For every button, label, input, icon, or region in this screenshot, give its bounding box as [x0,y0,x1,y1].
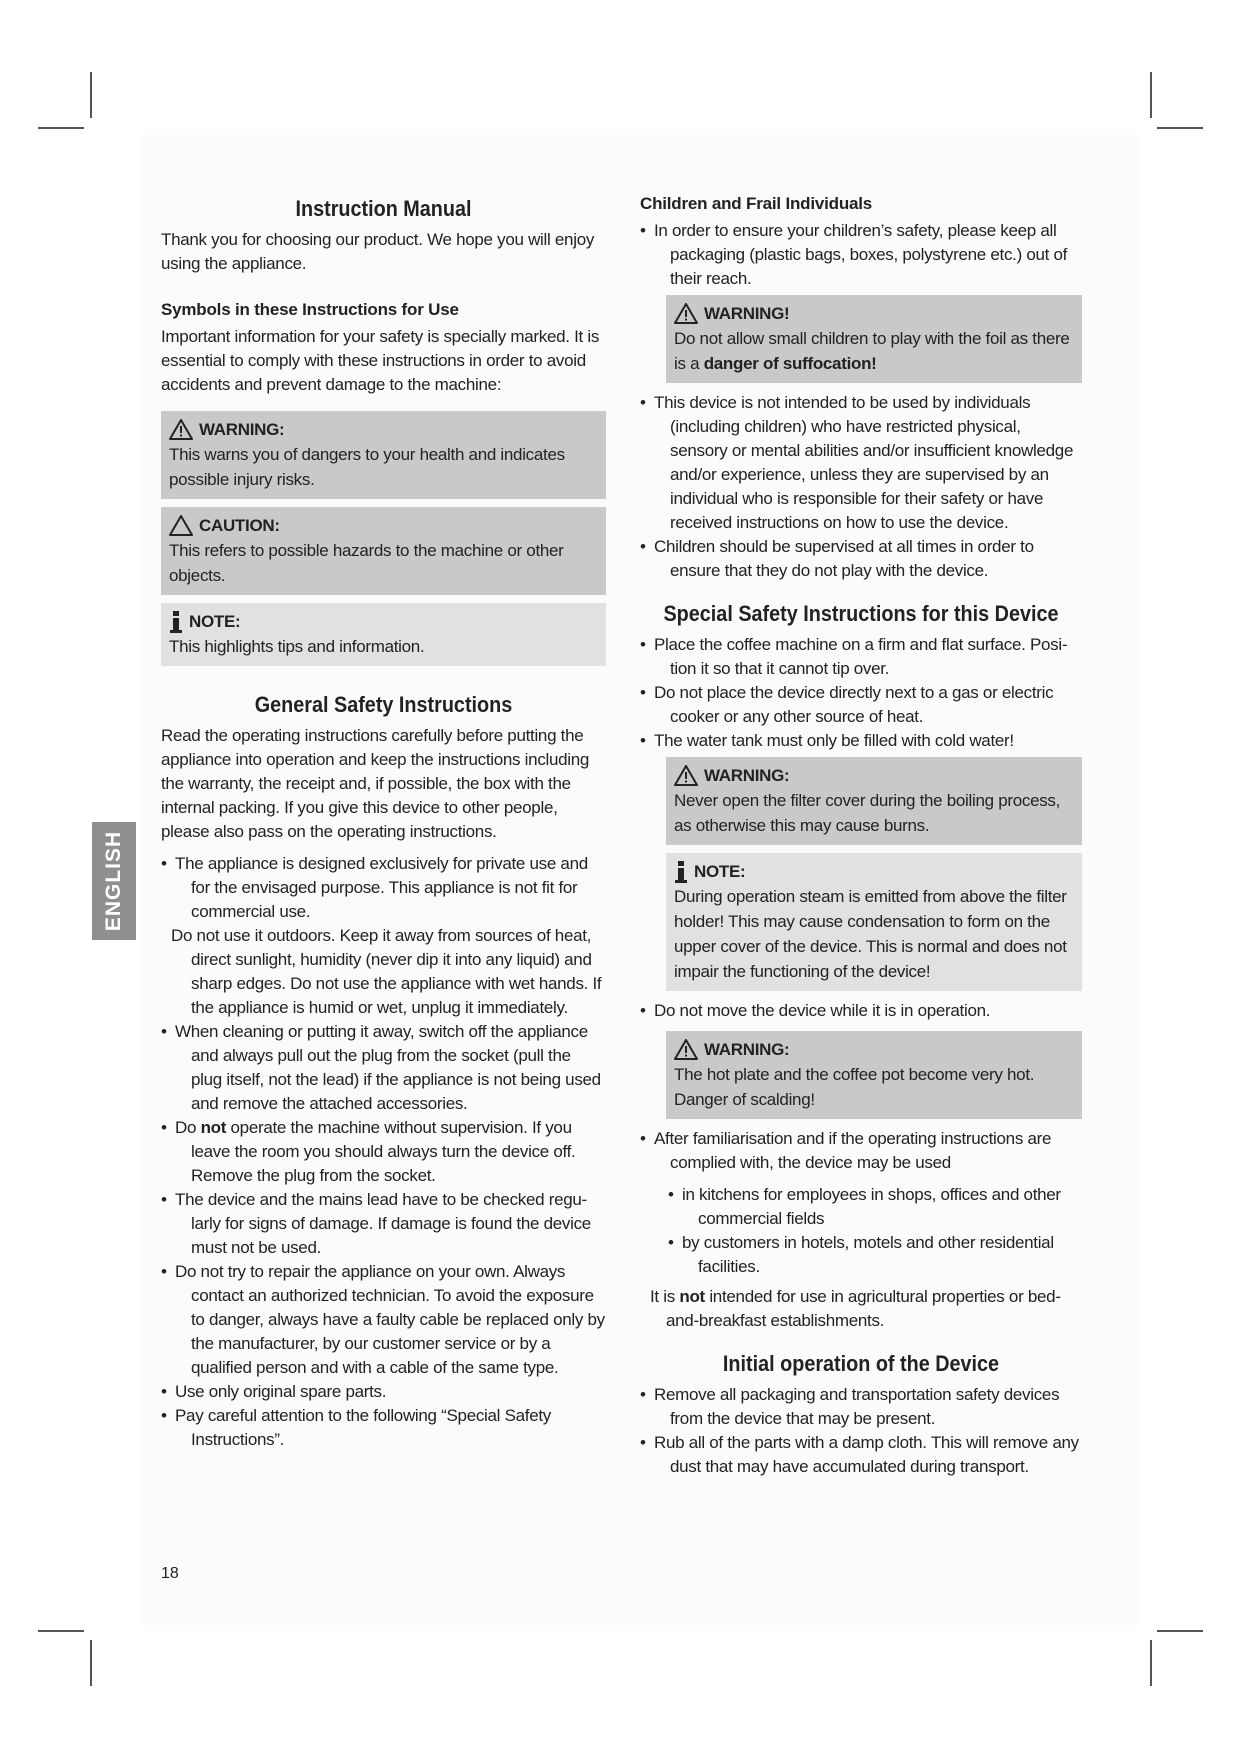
crop-mark [90,1640,92,1686]
initial-operation-list [640,1383,1082,1479]
note-box-text: During operation steam is emitted from above the filter holder! This may cause condensation to form on the upper cover of the device. This is normal and does not impair the functioning of the device! [674,887,1067,981]
special-safety-list-3 [640,1127,1082,1175]
intro-text: Thank you for choosing our product. We hope you will enjoy using the appliance. [161,230,595,273]
warning-triangle-icon [674,1039,698,1060]
caution-box-text: This refers to possible hazards to the machine or other objects. [169,541,564,585]
crop-mark [38,1630,84,1632]
list-item: • The appliance is designed exclusively for private use and for the envisaged purpose. This appliance is not fit for commercial use. [161,852,606,924]
not-intended-paragraph: It is not intended for use in agricultural properties or bed- and-breakfast establishments. [650,1287,1061,1330]
note-box [161,603,606,666]
suffocation-warning-box [666,295,1082,383]
crop-mark [1157,1630,1203,1632]
list-item: • Place the coffee machine on a firm and flat surface. Posi- tion it so that it cannot tip over. [640,633,1082,681]
children-list-2 [640,391,1082,583]
warning-box-text: Do not allow small children to play with the foil as there is a danger of suffocation! [674,329,1070,373]
warning-box-text: This warns you of dangers to your health and indicates possible injury risks. [169,445,565,489]
list-item: • Do not try to repair the appliance on your own. Always contact an authorized technician. To avoid the exposure to danger, always have a faulty cable be replaced only by the manufacturer, by our customer service or by a qualified person and with a cable of the same type. [161,1260,606,1380]
symbols-text: Important information for your safety is specially marked. It is essential to comply with these instructions in order to avoid accidents and prevent damage to the machine: [161,327,600,394]
manual-title: Instruction Manual [295,196,472,221]
warning-box-text: Never open the filter cover during the boiling process, as otherwise this may cause burns. [674,791,1061,835]
steam-note-box [666,853,1082,991]
warning-triangle-icon [169,419,193,440]
caution-triangle-icon [169,515,193,536]
info-note-icon [674,860,688,884]
general-safety-list [161,852,606,924]
outdoor-paragraph: Do not use it outdoors. Keep it away from sources of heat, direct sunlight, humidity (never dip it into any liquid) and sharp edges. Do not use the appliance with wet hands. If the appliance is humid or wet, unplug it immediately. [171,926,602,1017]
usage-sub-list [668,1183,1082,1279]
hot-plate-warning-box [666,1031,1082,1119]
filter-warning-box [666,757,1082,845]
note-box-heading: NOTE: [189,612,241,631]
crop-mark [38,127,84,129]
special-safety-title: Special Safety Instructions for this Device [663,601,1059,626]
crop-mark [90,72,92,118]
note-box-text: This highlights tips and information. [169,637,425,656]
caution-box [161,507,606,595]
caution-box-heading: CAUTION: [199,516,280,535]
language-tab [92,822,136,940]
list-item: • by customers in hotels, motels and other residential facilities. [668,1231,1082,1279]
warning-triangle-icon [674,303,698,324]
special-safety-list-2 [640,999,1082,1023]
list-item: • Do not place the device directly next to a gas or electric cooker or any other source of heat. [640,681,1082,729]
language-tab-label: ENGLISH [102,830,125,932]
warning-triangle-icon [674,765,698,786]
warning-box [161,411,606,499]
list-item: • The device and the mains lead have to be checked regu- larly for signs of damage. If damage is found the device must not be used. [161,1188,606,1260]
warning-box-heading: WARNING: [704,766,790,785]
list-item: • In order to ensure your children’s safety, please keep all packaging (plastic bags, boxes, polystyrene etc.) out of their reach. [640,219,1082,291]
right-column [640,194,1082,1479]
list-item: • Pay careful attention to the following “Special Safety Instructions”. [161,1404,606,1452]
left-column [161,196,606,1452]
list-item: • Use only original spare parts. [161,1380,606,1404]
list-item: • in kitchens for employees in shops, offices and other commercial fields [668,1183,1082,1231]
children-heading: Children and Frail Individuals [640,194,873,213]
list-item: • After familiarisation and if the operating instructions are complied with, the device may be used [640,1127,1082,1175]
crop-mark [1150,72,1152,118]
list-item: • When cleaning or putting it away, switch off the appliance and always pull out the plug from the socket (pull the plug itself, not the lead) if the appliance is not being used and remove the attached accessories. [161,1020,606,1116]
general-safety-title: General Safety Instructions [254,692,513,717]
special-safety-list [640,633,1082,753]
crop-mark [1150,1640,1152,1686]
list-item: • Remove all packaging and transportation safety devices from the device that may be present. [640,1383,1082,1431]
crop-mark [1157,127,1203,129]
general-safety-text: Read the operating instructions carefully before putting the appliance into operation and keep the instructions including the warranty, the receipt and, if possible, the box with the internal packing. If you give this device to other people, please also pass on the operating instructions. [161,726,590,841]
info-note-icon [169,610,183,634]
list-item: • Children should be supervised at all times in order to ensure that they do not play with the device. [640,535,1082,583]
list-item: • The water tank must only be filled with cold water! [640,729,1082,753]
list-item: • This device is not intended to be used by individuals (including children) who have restricted physical, sensory or mental abilities and/or insufficient knowledge and/or experience, unless they are supervised by an individual who is responsible for their safety or have received instructions on how to use the device. [640,391,1082,535]
warning-box-heading: WARNING: [199,420,285,439]
children-list [640,219,1082,291]
warning-box-text: The hot plate and the coffee pot become very hot. Danger of scalding! [674,1065,1035,1109]
warning-box-heading: WARNING! [704,304,790,323]
initial-operation-title: Initial operation of the Device [722,1351,1000,1376]
note-box-heading: NOTE: [694,862,746,881]
page-number: 18 [161,1565,179,1582]
list-item: • Do not operate the machine without supervision. If you leave the room you should always turn the device off. Remove the plug from the socket. [161,1116,606,1188]
symbols-heading: Symbols in these Instructions for Use [161,300,459,319]
list-item: • Rub all of the parts with a damp cloth. This will remove any dust that may have accumulated during transport. [640,1431,1082,1479]
list-item: • Do not move the device while it is in operation. [640,999,1082,1023]
general-safety-list-2 [161,1020,606,1452]
warning-box-heading: WARNING: [704,1040,790,1059]
